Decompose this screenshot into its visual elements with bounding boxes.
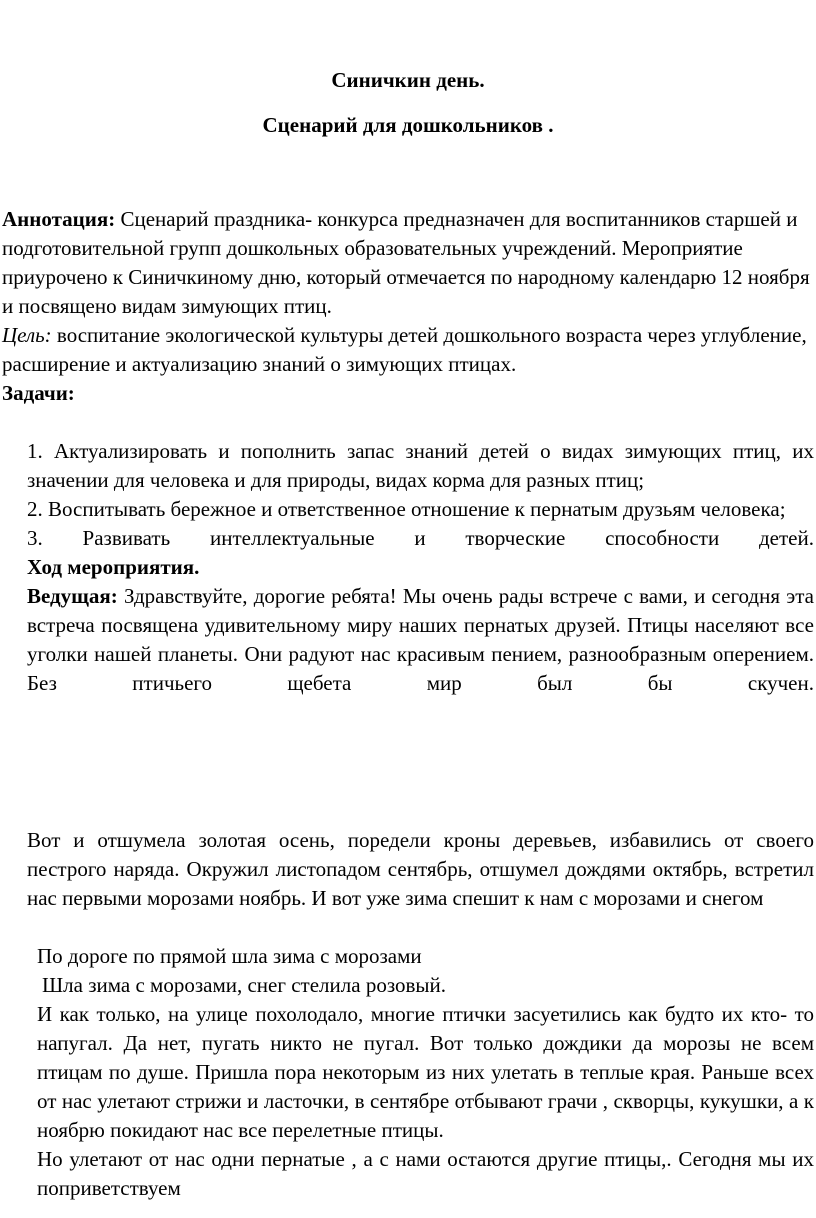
tasks-heading-text: Задачи: xyxy=(2,381,75,405)
goal-text: воспитание экологической культуры детей дошкольного возраста через углубление, расширение и актуализацию знаний о зимующих птицах. xyxy=(2,323,807,376)
body-block xyxy=(27,826,814,913)
tasks-list xyxy=(27,437,814,698)
verse-block xyxy=(37,942,814,1203)
verse-line-2: Шла зима с морозами, снег стелила розовый. xyxy=(42,973,447,997)
document-subtitle: Сценарий для дошкольников . xyxy=(262,113,554,137)
task-item-2: 2. Воспитывать бережное и ответственное отношение к пернатым друзьям человека; xyxy=(27,497,786,521)
task-item-1: 1. Актуализировать и пополнить запас знаний детей о видах зимующих птиц, их значении для человека и для природы, видах корма для разных птиц; xyxy=(27,439,814,492)
annotation-paragraph xyxy=(2,205,814,321)
event-heading-text: Ход мероприятия. xyxy=(27,555,200,579)
host-paragraph xyxy=(27,582,814,698)
annotation-text: Сценарий праздника- конкурса предназначен для воспитанников старшей и подготовительной групп дошкольных образовательных учреждений. Мероприятие приурочено к Синичкиному дню, который отмечается по народному календарю 12 ноября и посвящено видам зимующих птиц. xyxy=(2,207,810,318)
host-label: Ведущая: xyxy=(27,584,118,608)
body-paragraph-3: Но улетают от нас одни пернатые , а с нами остаются другие птицы,. Сегодня мы их поприветствуем xyxy=(37,1147,814,1200)
body-paragraph-1: Вот и отшумела золотая осень, поредели кроны деревьев, избавились от своего пестрого наряда. Окружил листопадом сентябрь, отшумел дождями октябрь, встретил нас первыми морозами ноябрь. И вот уже зима спешит к нам с морозами и снегом xyxy=(27,828,814,910)
body-paragraph-2: И как только, на улице похолодало, многие птички засуетились как будто их кто- то напугал. Да нет, пугать никто не пугал. Вот только дождики да морозы не всем птицам по душе. Пришла пора некоторым из них улетать в теплые края. Раньше всех от нас улетают стрижи и ласточки, в сентябре отбывают грачи , скворцы, кукушки, а к ноябрю покидают нас все перелетные птицы. xyxy=(37,1002,814,1142)
task-item-3: 3. Развивать интеллектуальные и творческие способности детей. xyxy=(27,526,814,550)
goal-label: Цель: xyxy=(2,323,52,347)
annotation-label: Аннотация: xyxy=(2,207,116,231)
annotation-block xyxy=(2,205,814,408)
document-title: Синичкин день. xyxy=(331,68,485,92)
host-text: Здравствуйте, дорогие ребята! Мы очень рады встрече с вами, и сегодня эта встреча посвящена удивительному миру наших пернатых друзей. Птицы населяют все уголки нашей планеты. Они радуют нас красивым пением, разнообразным оперением. Без птичьего щебета мир был бы скучен. xyxy=(27,584,814,695)
event-heading xyxy=(27,553,814,582)
goal-paragraph xyxy=(2,321,814,379)
tasks-heading xyxy=(2,379,814,408)
verse-line-1: По дороге по прямой шла зима с морозами xyxy=(37,944,422,968)
